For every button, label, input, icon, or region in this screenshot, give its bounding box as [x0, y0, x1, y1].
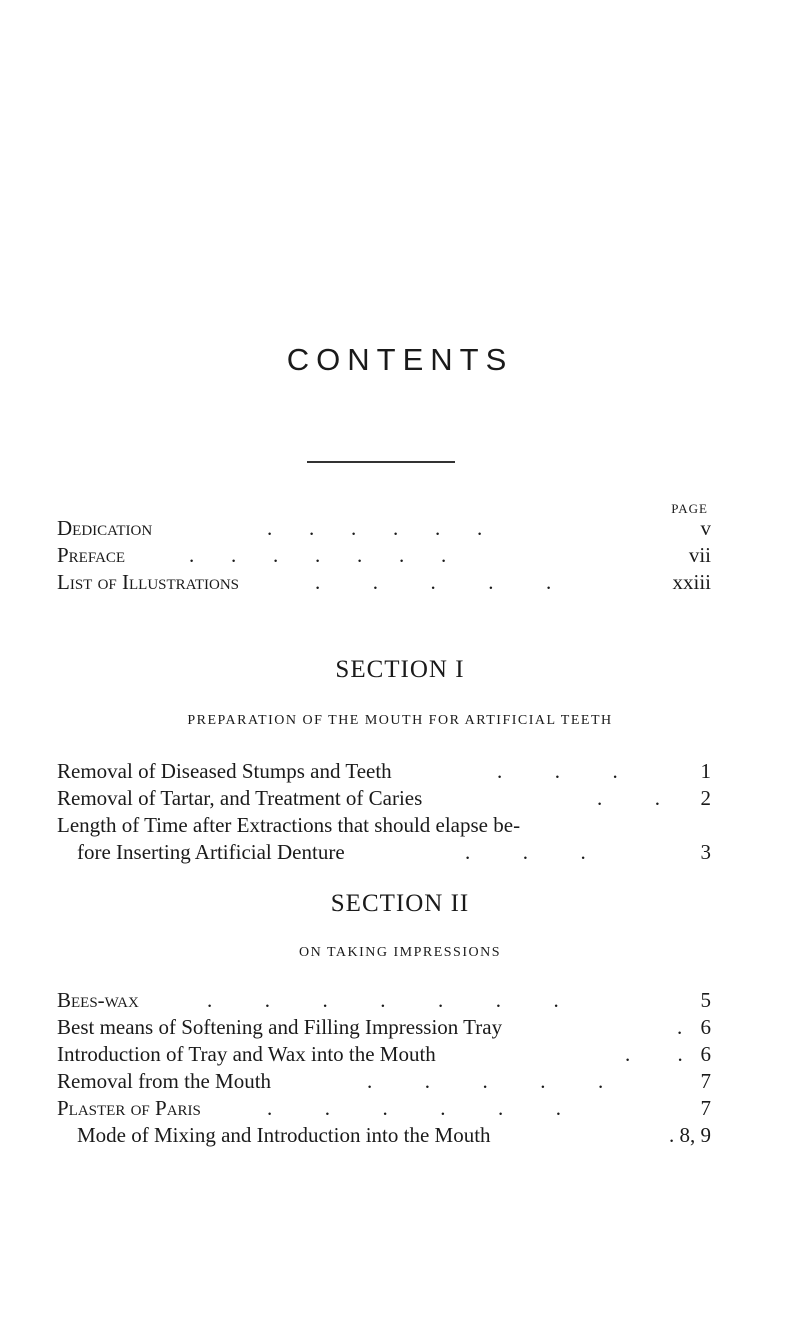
entry-page: 3	[700, 840, 711, 864]
entry-label: Bees-wax	[57, 988, 139, 1012]
leader-dots: . . .	[465, 840, 586, 864]
entry-page: 7	[700, 1096, 711, 1120]
entry-page: v	[700, 516, 711, 540]
entry-label: Plaster of Paris	[57, 1096, 201, 1120]
toc-entry	[57, 1041, 711, 1068]
section-heading: SECTION I	[335, 656, 465, 683]
entry-label: fore Inserting Artificial Denture	[77, 840, 345, 864]
contents-title: CONTENTS	[286, 342, 514, 377]
toc-entry	[57, 542, 711, 569]
leader-dots: . . . . . . .	[207, 988, 559, 1012]
entry-page: xxiii	[672, 570, 711, 594]
entry-page: 2	[700, 786, 711, 810]
entry-page: 8, 9	[679, 1123, 711, 1147]
entry-label: Dedication	[57, 516, 153, 540]
entry-page: 1	[700, 759, 711, 783]
leader-dots: .	[669, 1123, 675, 1147]
leader-dots: . . . . . . .	[189, 543, 447, 567]
entry-page: vii	[688, 543, 711, 567]
entry-page: 6	[700, 1015, 711, 1039]
front-matter-list	[57, 515, 711, 596]
toc-entry	[57, 839, 711, 866]
toc-entry	[57, 515, 711, 542]
leader-dots: . .	[597, 786, 660, 810]
entry-page: 7	[700, 1069, 711, 1093]
entry-label: Removal of Diseased Stumps and Teeth	[57, 759, 392, 783]
entry-label: Preface	[57, 543, 126, 567]
toc-entry	[57, 812, 711, 839]
toc-entry	[57, 1068, 711, 1095]
toc-entry	[57, 1122, 711, 1149]
entry-label: Best means of Softening and Filling Impression Tray	[57, 1015, 503, 1039]
section-2-list	[57, 987, 711, 1149]
toc-entry	[57, 569, 711, 596]
toc-entry	[57, 1095, 711, 1122]
entry-page: 5	[700, 988, 711, 1012]
entry-label: Length of Time after Extractions that should elapse be-	[57, 813, 521, 837]
leader-dots: . .	[625, 1042, 683, 1066]
entry-label: List of Illustrations	[57, 570, 239, 594]
page-column-heading: PAGE	[671, 501, 708, 516]
entry-label: Removal of Tartar, and Treatment of Caries	[57, 786, 423, 810]
entry-label: Introduction of Tray and Wax into the Mouth	[57, 1042, 436, 1066]
toc-entry	[57, 987, 711, 1014]
leader-dots: . . . . . .	[267, 516, 483, 540]
toc-entry	[57, 785, 711, 812]
entry-label: Mode of Mixing and Introduction into the Mouth	[77, 1123, 491, 1147]
toc-entry	[57, 1014, 711, 1041]
section-heading: SECTION II	[330, 890, 470, 917]
entry-label: Removal from the Mouth	[57, 1069, 272, 1093]
leader-dots: . . .	[497, 759, 618, 783]
title-rule	[307, 461, 455, 463]
leader-dots: . . . . . .	[267, 1096, 561, 1120]
leader-dots: . . . . .	[367, 1069, 604, 1093]
section-subheading: ON TAKING IMPRESSIONS	[298, 945, 502, 960]
section-1-list	[57, 758, 711, 866]
toc-entry	[57, 758, 711, 785]
leader-dots: .	[677, 1015, 683, 1039]
leader-dots: . . . . .	[315, 570, 552, 594]
section-subheading: PREPARATION OF THE MOUTH FOR ARTIFICIAL TEETH	[187, 713, 613, 728]
entry-page: 6	[700, 1042, 711, 1066]
